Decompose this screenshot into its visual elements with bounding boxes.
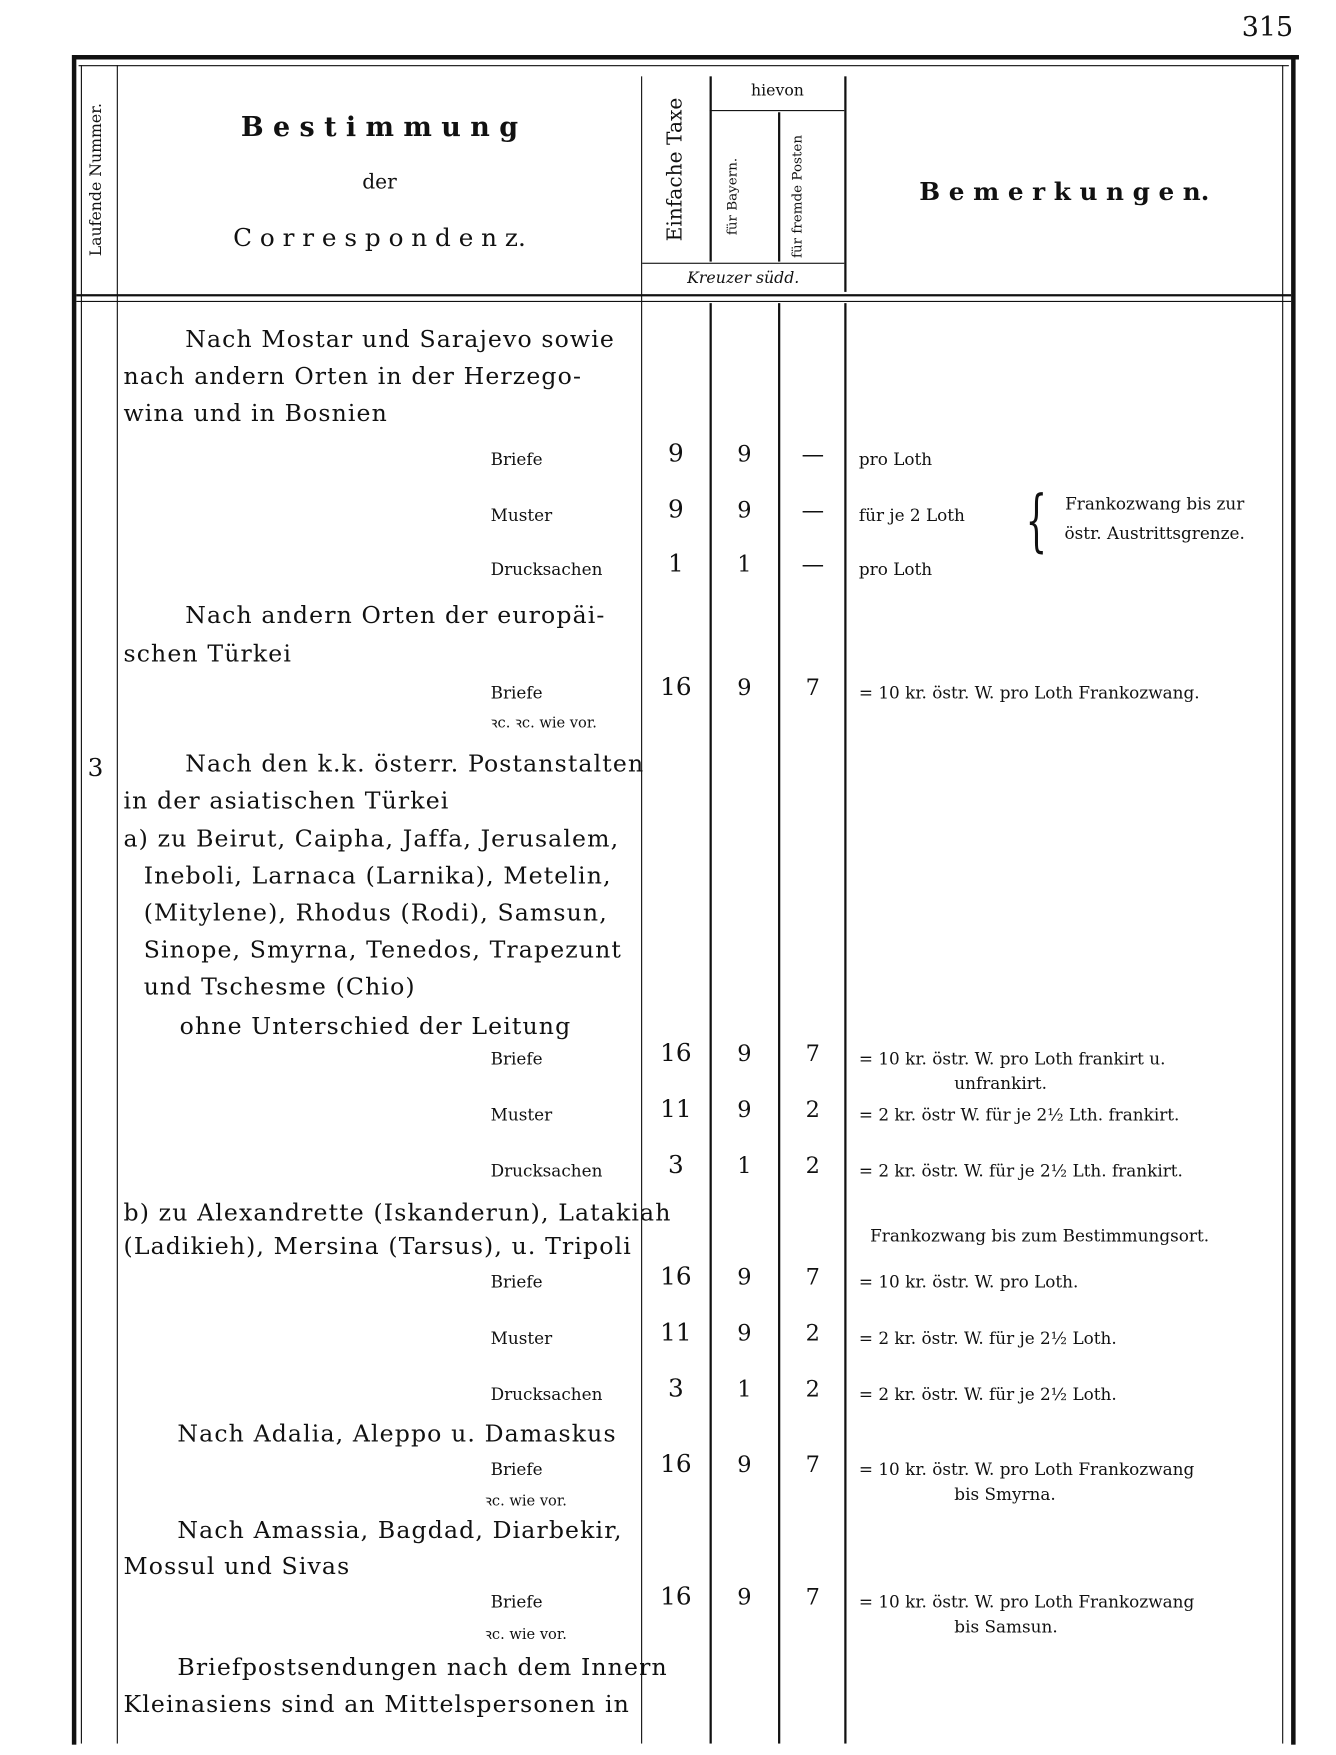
description-line: Sinope, Smyrna, Tenedos, Trapezunt <box>143 936 623 964</box>
remark-line: pro Loth <box>858 449 933 470</box>
remark-line: = 2 kr. östr. W. für je 2½ Loth. <box>858 1384 1117 1405</box>
fuer-fremde-value: 2 <box>805 1095 820 1123</box>
description-line: (Ladikieh), Mersina (Tarsus), u. Tripoli <box>123 1232 632 1260</box>
einfache-taxe-value: 3 <box>668 1375 684 1404</box>
einfache-taxe-value: 11 <box>660 1319 692 1348</box>
description-line: Kleinasiens sind an Mittelspersonen in <box>123 1690 630 1718</box>
description-line: Nach den k.k. österr. Postanstalten <box>185 749 645 777</box>
einfache-taxe-value: 16 <box>660 1039 692 1068</box>
einfache-taxe-value: 16 <box>660 1263 692 1292</box>
remark-line: = 10 kr. östr. W. pro Loth Frankozwang <box>858 1459 1195 1480</box>
description-line: Nach andern Orten der europäi- <box>185 601 606 629</box>
remark-line: = 10 kr. östr. W. pro Loth Frankozwang <box>858 1591 1195 1613</box>
fuer-fremde-value: — <box>801 496 825 524</box>
wie-vor-note: ꝛc. wie vor. <box>485 1493 567 1511</box>
remark-line: = 10 kr. östr. W. pro Loth frankirt u. <box>858 1048 1166 1069</box>
fuer-bayern-value: 9 <box>737 1263 752 1290</box>
remark-line: pro Loth <box>858 559 933 580</box>
page-number: 315 <box>1241 11 1294 43</box>
description-line: Nach Adalia, Aleppo u. Damaskus <box>177 1420 617 1448</box>
einfache-taxe-value: 11 <box>660 1095 692 1124</box>
header-laufende-nummer: Laufende Nummer. <box>87 102 106 257</box>
description-line: wina und in Bosnien <box>123 399 388 427</box>
item-label: Briefe <box>490 682 543 703</box>
fuer-bayern-value: 9 <box>737 1095 752 1123</box>
fuer-fremde-value: 7 <box>805 673 820 701</box>
note-bestimmungsort: Frankozwang bis zum Bestimmungsort. <box>870 1225 1210 1247</box>
einfache-taxe-value: 16 <box>660 1450 692 1479</box>
fuer-fremde-value: 7 <box>805 1450 820 1478</box>
item-label: Muster <box>490 1104 553 1125</box>
einfache-taxe-value: 9 <box>668 440 684 469</box>
remark-line: = 2 kr. östr. W. für je 2½ Loth. <box>858 1328 1117 1349</box>
fuer-bayern-value: 9 <box>737 440 752 468</box>
fuer-fremde-value: 2 <box>805 1319 820 1347</box>
description-line: a) zu Beirut, Caipha, Jaffa, Jerusalem, <box>123 825 620 853</box>
fuer-fremde-value: — <box>801 440 825 468</box>
remark-line: bis Samsun. <box>954 1616 1058 1637</box>
fuer-bayern-value: 9 <box>737 1450 752 1478</box>
fuer-bayern-value: 1 <box>737 1375 752 1403</box>
description-line: nach andern Orten in der Herzego- <box>123 362 583 390</box>
fuer-bayern-value: 1 <box>737 550 752 578</box>
wie-vor-note: ꝛc. ꝛc. wie vor. <box>490 715 597 733</box>
fuer-fremde-value: 7 <box>805 1039 820 1067</box>
fuer-bayern-value: 9 <box>737 1039 752 1067</box>
fuer-bayern-value: 9 <box>737 1583 752 1610</box>
item-label: Drucksachen <box>490 1384 603 1405</box>
remark-line: unfrankirt. <box>954 1073 1047 1094</box>
remark-line: = 10 kr. östr. W. pro Loth. <box>858 1272 1079 1293</box>
item-label: Drucksachen <box>490 1160 603 1182</box>
item-label: Briefe <box>490 449 543 470</box>
description-line: schen Türkei <box>123 639 293 667</box>
note-austritt-line2: östr. Austrittsgrenze. <box>1064 523 1245 544</box>
einfache-taxe-value: 1 <box>668 550 684 579</box>
item-label: Briefe <box>490 1591 543 1613</box>
einfache-taxe-value: 3 <box>668 1151 684 1180</box>
remark-line: = 10 kr. östr. W. pro Loth Frankozwang. <box>858 682 1200 703</box>
description-line: Nach Amassia, Bagdad, Diarbekir, <box>177 1516 623 1544</box>
fuer-bayern-value: 1 <box>737 1151 752 1179</box>
header-bemerkungen: B e m e r k u n g e n. <box>919 177 1210 207</box>
section-number: 3 <box>87 754 104 783</box>
remark-line: = 2 kr. östr W. für je 2½ Lth. frankirt. <box>858 1104 1180 1125</box>
remark-line: für je 2 Loth <box>858 505 965 526</box>
description-line: in der asiatischen Türkei <box>123 787 450 814</box>
fuer-fremde-value: 7 <box>805 1263 820 1290</box>
description-line: Ineboli, Larnaca (Larnika), Metelin, <box>143 862 612 890</box>
remark-line: = 2 kr. östr. W. für je 2½ Lth. frankirt. <box>858 1160 1183 1182</box>
item-label: Muster <box>490 1328 553 1349</box>
header-correspondenz: C o r r e s p o n d e n z. <box>233 224 526 253</box>
fuer-bayern-value: 9 <box>737 1319 752 1347</box>
einfache-taxe-value: 16 <box>660 673 692 702</box>
header-kreuzer: Kreuzer südd. <box>687 269 800 288</box>
fuer-fremde-value: 2 <box>805 1375 820 1403</box>
description-line: (Mitylene), Rhodus (Rodi), Samsun, <box>143 899 608 927</box>
item-label: Briefe <box>490 1459 543 1480</box>
item-label: Muster <box>490 505 553 526</box>
description-line: b) zu Alexandrette (Iskanderun), Latakiah <box>123 1199 672 1226</box>
header-bestimmung: B e s t i m m u n g <box>240 110 519 143</box>
brace: { <box>1025 481 1048 561</box>
item-label: Briefe <box>490 1272 543 1293</box>
fuer-bayern-value: 9 <box>737 496 752 524</box>
fuer-fremde-value: — <box>801 550 825 578</box>
header-einfache-taxe: Einfache Taxe <box>663 97 688 242</box>
header-hievon: hievon <box>750 81 804 100</box>
description-line: und Tschesme (Chio) <box>143 973 416 1001</box>
header-fuer-bayern: für Bayern. <box>724 157 740 236</box>
header-der: der <box>362 170 397 195</box>
description-line: Nach Mostar und Sarajevo sowie <box>185 325 615 353</box>
fuer-fremde-value: 7 <box>805 1583 820 1610</box>
remark-line: bis Smyrna. <box>954 1484 1056 1505</box>
note-austritt-line1: Frankozwang bis zur <box>1065 493 1245 515</box>
item-label: Briefe <box>490 1048 543 1069</box>
description-line: Briefpostsendungen nach dem Innern <box>177 1653 668 1681</box>
fuer-bayern-value: 9 <box>737 673 752 701</box>
wie-vor-note: ꝛc. wie vor. <box>485 1626 567 1644</box>
fuer-fremde-value: 2 <box>805 1151 820 1179</box>
description-line: Mossul und Sivas <box>123 1552 351 1580</box>
header-fuer-fremde-posten: für fremde Posten <box>789 134 805 259</box>
einfache-taxe-value: 9 <box>668 496 684 525</box>
description-line: ohne Unterschied der Leitung <box>179 1012 572 1040</box>
einfache-taxe-value: 16 <box>660 1583 692 1612</box>
item-label: Drucksachen <box>490 559 603 580</box>
